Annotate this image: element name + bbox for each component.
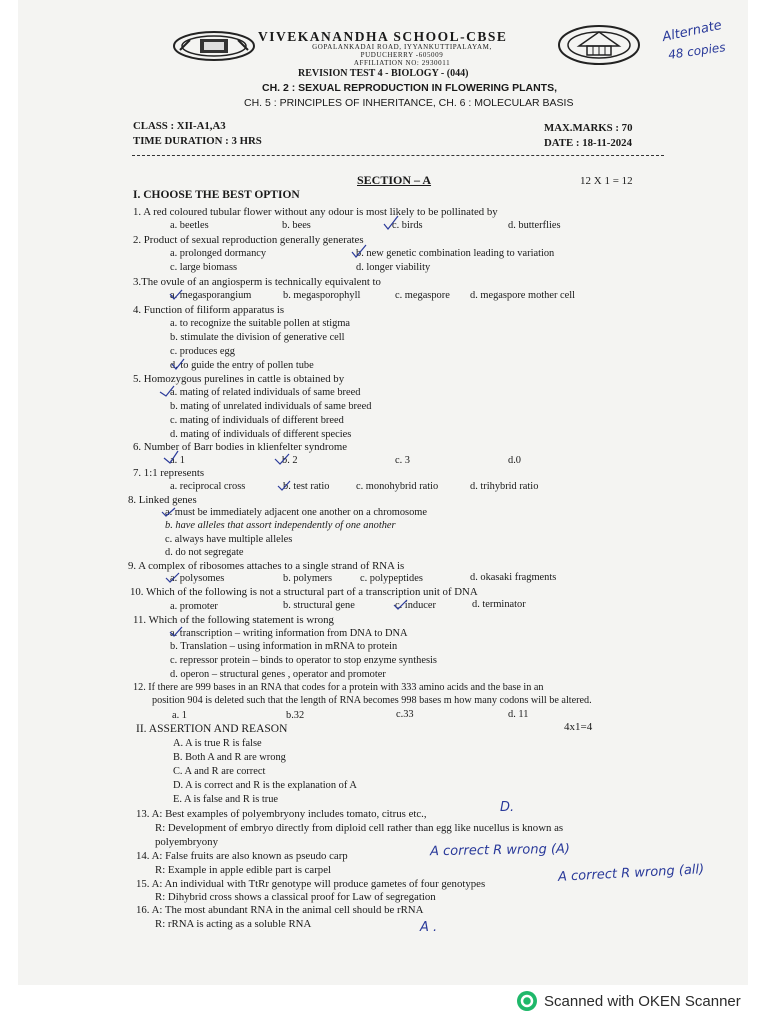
question-3: 3.The ovule of an angiosperm is technically equivalent to [133,276,381,288]
answer-key: B. Both A and R are wrong [173,752,286,763]
option: c. megaspore [395,290,450,301]
option: d. 11 [508,709,529,720]
option: c. 3 [395,455,411,466]
reason-16: R: rRNA is acting as a soluble RNA [155,918,312,930]
handwritten-note: 48 copies [667,40,727,62]
option: a. mating of related individuals of same breed [170,387,361,398]
option: d. do not segregate [165,547,244,558]
address-line: AFFILIATION NO: 2930011 [353,59,451,67]
option: a. transcription – writing information from DNA to DNA [170,628,408,639]
answer-key: C. A and R are correct [173,766,266,777]
option: a. to recognize the suitable pollen at stigma [170,318,351,329]
tick-icon [278,481,290,490]
assertion-14: 14. A: False fruits are also known as pseudo carp [136,850,348,862]
option: d.0 [508,455,521,466]
answer-key: D. A is correct and R is the explanation of A [173,780,357,791]
option: d. trihybrid ratio [470,481,539,492]
tick-icon [172,359,184,369]
tick-icon [170,290,182,299]
question-1: 1. A red coloured tubular flower without any odour is most likely to be pollinated by [133,206,498,218]
option: a. prolonged dormancy [170,248,267,259]
option: a. polysomes [170,573,225,584]
question-6: 6. Number of Barr bodies in klienfelter syndrome [133,441,348,453]
option: b. bees [282,220,311,231]
handwritten-answer: D. [500,800,515,815]
scanner-text: Scanned with OKEN Scanner [544,992,741,1010]
option: a. must be immediately adjacent one another on a chromosome [165,507,427,518]
question-12: 12. If there are 999 bases in an RNA that codes for a protein with 333 amino acids and the base in an [133,682,544,693]
option: b. stimulate the division of generative cell [170,332,345,343]
address-line: PUDUCHERRY -605009 [360,51,444,59]
option: a. reciprocal cross [170,481,246,492]
option: d. megaspore mother cell [470,290,576,301]
assertion-15: 15. A: An individual with TtRr genotype will produce gametes of four genotypes [136,878,486,890]
option: b.32 [286,710,305,721]
option: c. monohybrid ratio [356,481,439,492]
option: b. Translation – using information in mRNA to protein [170,641,398,652]
question-11: 11. Which of the following statement is wrong [133,614,334,626]
duration-info: TIME DURATION : 3 HRS [133,135,262,147]
scanner-watermark [516,990,741,1012]
question-9: 9. A complex of ribosomes attaches to a single strand of RNA is [128,560,405,572]
tick-icon [162,508,175,516]
question-2: 2. Product of sexual reproduction generally generates [133,234,364,246]
option: d. longer viability [356,262,431,273]
chapters-line-2: CH. 5 : PRINCIPLES OF INHERITANCE, CH. 6 : MOLECULAR BASIS [244,97,574,109]
tick-icon [394,600,407,609]
option: c. birds [392,220,423,231]
handwritten-answer: A correct R wrong (A) [429,841,571,860]
question-7: 7. 1:1 represents [133,467,205,479]
option: b. megasporophyll [283,290,361,301]
option: a. promoter [170,601,218,612]
reason-13: R: Development of embryo directly from diploid cell rather than egg like nucellus is known as [155,822,564,834]
option: c. polypeptides [360,573,423,584]
exam-date: DATE : 18-11-2024 [544,137,632,149]
option: b. test ratio [283,481,330,492]
option: c. inducer [395,600,436,611]
assertion-13: 13. A: Best examples of polyembryony includes tomato, citrus etc., [136,808,427,820]
option: d. operon – structural genes , operator and promoter [170,669,386,680]
answer-key: E. A is false and R is true [173,794,279,805]
section-marks: 12 X 1 = 12 [580,175,633,187]
option: a. 1 [172,710,188,721]
reason-13-cont: polyembryony [155,836,218,848]
tick-icon [170,627,182,636]
option: b. structural gene [283,600,355,611]
section-title: SECTION – A [357,173,432,187]
part-heading: I. CHOOSE THE BEST OPTION [133,189,300,201]
reason-14: R: Example in apple edible part is carpel [155,864,331,876]
option: a. beetles [170,220,209,231]
chapters-line-1: CH. 2 : SEXUAL REPRODUCTION IN FLOWERING PLANTS, [262,82,557,94]
option: c. produces egg [170,346,235,357]
option: c. repressor protein – binds to operator to stop enzyme synthesis [170,655,437,666]
option: d. to guide the entry of pollen tube [170,360,314,371]
option: b. new genetic combination leading to variation [356,248,555,259]
tick-icon [275,454,289,464]
exam-title: REVISION TEST 4 - BIOLOGY - (044) [298,68,469,79]
option: a. 1 [170,455,186,466]
option: d. terminator [472,599,526,610]
handwritten-answer: A . [420,920,438,935]
option: c. large biomass [170,262,238,273]
max-marks: MAX.MARKS : 70 [544,122,633,134]
option: d. butterflies [508,220,561,231]
option: c. mating of individuals of different breed [170,415,344,426]
question-8: 8. Linked genes [128,494,197,506]
question-12-cont: position 904 is deleted such that the length of RNA becomes 998 bases m how many codons will be altered. [152,695,592,706]
handwritten-answer: A correct R wrong (all) [557,862,705,885]
option: b. mating of unrelated individuals of same breed [170,401,372,412]
option: d. okasaki fragments [470,572,557,583]
assertion-16: 16. A: The most abundant RNA in the animal cell should be rRNA [136,904,424,916]
option: a. megasporangium [170,290,252,301]
tick-icon [352,245,366,257]
address-line: GOPALANKADAI ROAD, IYYANKUTTIPALAYAM, [312,43,492,51]
oken-logo-icon [516,990,538,1012]
question-5: 5. Homozygous purelines in cattle is obtained by [133,373,345,385]
option: b. polymers [283,573,333,584]
class-info: CLASS : XII-A1,A3 [133,120,226,132]
tick-icon [384,216,398,229]
question-4: 4. Function of filiform apparatus is [133,304,285,316]
school-name: VIVEKANANDHA SCHOOL-CBSE [258,29,508,44]
question-10: 10. Which of the following is not a structural part of a transcription unit of DNA [130,586,478,598]
option: d. mating of individuals of different species [170,429,352,440]
part-marks: 4x1=4 [564,721,593,733]
reason-15: R: Dihybrid cross shows a classical proof for Law of segregation [155,891,436,903]
option: b. have alleles that assort independently of one another [165,520,396,531]
option: b. 2 [282,455,298,466]
handwritten-note: Alternate [661,17,724,46]
tick-icon [166,573,179,582]
option: c. always have multiple alleles [165,534,293,545]
tick-icon [164,451,178,463]
option: c.33 [396,709,414,720]
tick-icon [160,386,174,396]
answer-key: A. A is true R is false [173,738,262,749]
part-heading: II. ASSERTION AND REASON [136,723,288,735]
